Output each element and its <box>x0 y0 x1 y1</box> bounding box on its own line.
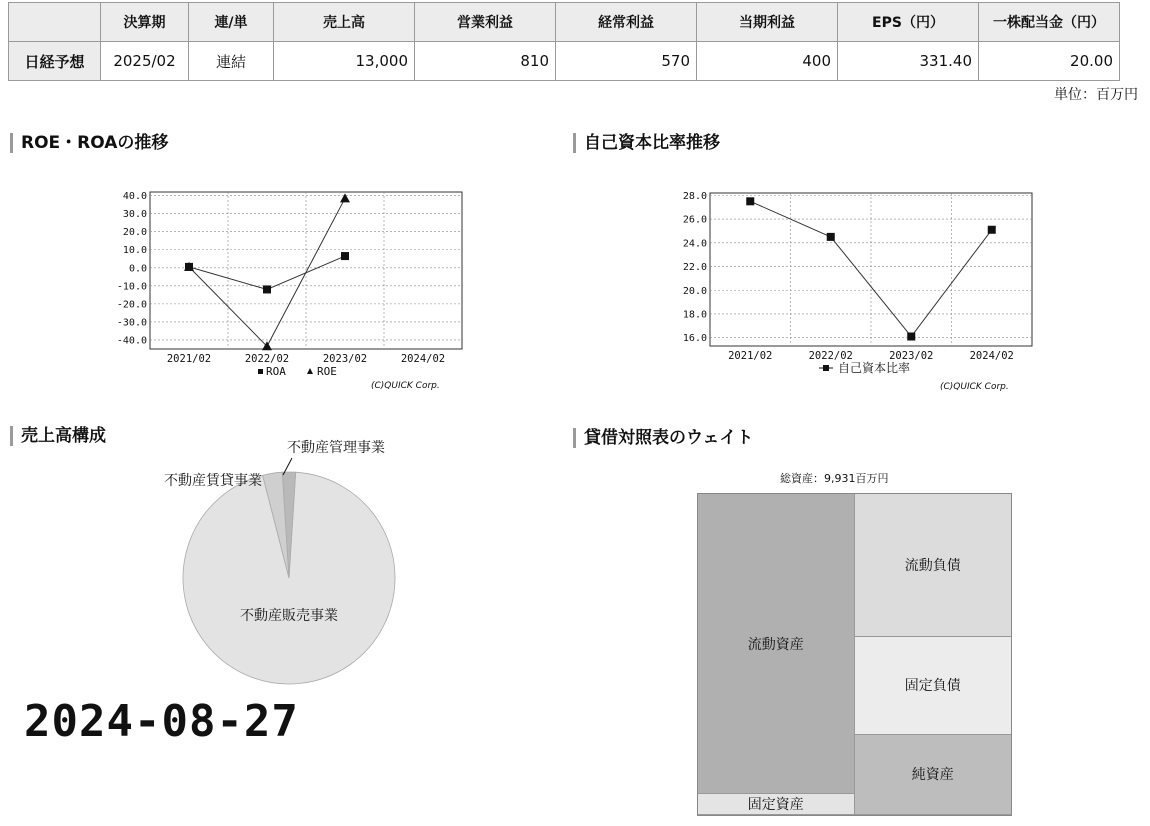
legend-label-ROA: ROA <box>266 365 286 378</box>
y-tick-label: 26.0 <box>682 214 707 226</box>
x-tick-label: 2021/02 <box>166 353 212 365</box>
slice-label: 不動産販売事業 <box>240 608 338 624</box>
x-tick-label: 2022/02 <box>244 353 290 365</box>
balance-sheet-chart <box>697 493 1012 816</box>
header-cell: EPS（円） <box>838 3 979 42</box>
y-tick-label: 22.0 <box>682 262 707 274</box>
unit-label: 単位：百万円 <box>1054 87 1138 103</box>
y-tick-label: 18.0 <box>682 309 707 321</box>
bs-label: 純資産 <box>911 767 954 784</box>
slice-label: 不動産管理事業 <box>287 440 385 456</box>
table-cell: 570 <box>556 42 697 81</box>
bs-label: 固定負債 <box>904 678 961 695</box>
table-row <box>9 42 1120 81</box>
header-cell: 営業利益 <box>415 3 556 42</box>
header-cell: 一株配当金（円） <box>979 3 1120 42</box>
table-cell: 331.40 <box>838 42 979 81</box>
bs-label: 流動資産 <box>747 636 804 653</box>
data-point-ROA <box>263 285 271 293</box>
data-point-自己資本比率 <box>907 333 915 341</box>
table-cell: 2025/02 <box>101 42 189 81</box>
bs-fixed-assets <box>698 794 855 815</box>
table-cell: 20.00 <box>979 42 1120 81</box>
x-tick-label: 2024/02 <box>400 353 446 365</box>
table-cell: 13,000 <box>274 42 415 81</box>
data-point-ROA <box>341 252 349 260</box>
date-stamp: 2024-08-27 <box>24 696 299 747</box>
header-cell: 当期利益 <box>697 3 838 42</box>
legend-marker-ROE <box>307 368 313 374</box>
y-tick-label: 24.0 <box>682 238 707 250</box>
credit-equity: (C)QUICK Corp. <box>940 382 1009 392</box>
slice-label: 不動産賃貸事業 <box>164 473 262 489</box>
data-point-自己資本比率 <box>988 226 996 234</box>
section-title-sales-composition: 売上高構成 <box>10 426 106 446</box>
total-assets-label: 総資産：9,931百万円 <box>780 472 889 485</box>
section-title-equity-ratio: 自己資本比率推移 <box>573 133 720 153</box>
header-cell: 売上高 <box>274 3 415 42</box>
x-tick-label: 2021/02 <box>728 350 773 362</box>
data-point-自己資本比率 <box>746 197 754 205</box>
legend-marker-equity <box>823 365 829 371</box>
roe-roa-chart <box>110 180 480 380</box>
bs-current-liabilities <box>855 494 1012 637</box>
y-tick-label: 30.0 <box>122 209 147 221</box>
y-tick-label: 28.0 <box>682 190 707 202</box>
table-cell: 400 <box>697 42 838 81</box>
sales-composition-pie <box>120 430 440 700</box>
x-tick-label: 2023/02 <box>889 350 934 362</box>
x-tick-label: 2023/02 <box>322 353 368 365</box>
header-cell <box>9 3 101 42</box>
y-tick-label: -40.0 <box>116 335 147 347</box>
data-point-自己資本比率 <box>827 233 835 241</box>
section-title-roe-roa: ROE・ROAの推移 <box>10 133 168 153</box>
legend-label-equity: 自己資本比率 <box>838 361 911 375</box>
y-tick-label: 0.0 <box>128 263 147 275</box>
x-tick-label: 2024/02 <box>969 350 1014 362</box>
forecast-table <box>8 2 1120 81</box>
forecast-header-row <box>9 3 1120 42</box>
row-label: 日経予想 <box>9 42 101 81</box>
table-cell: 810 <box>415 42 556 81</box>
bs-label: 固定資産 <box>747 797 804 814</box>
bs-fixed-liabilities <box>855 637 1012 735</box>
header-cell: 経常利益 <box>556 3 697 42</box>
x-tick-label: 2022/02 <box>808 350 853 362</box>
y-tick-label: 16.0 <box>682 333 707 345</box>
legend-marker-ROA <box>258 369 263 374</box>
table-cell: 連結 <box>189 42 274 81</box>
y-tick-label: -20.0 <box>116 299 147 311</box>
header-cell: 決算期 <box>101 3 189 42</box>
bs-net-assets <box>855 735 1012 815</box>
y-tick-label: 20.0 <box>122 227 147 239</box>
legend-label-ROE: ROE <box>317 365 337 378</box>
equity-ratio-chart <box>672 180 1052 380</box>
credit-roe: (C)QUICK Corp. <box>371 381 440 391</box>
y-tick-label: 20.0 <box>682 285 707 297</box>
y-tick-label: -10.0 <box>116 281 147 293</box>
y-tick-label: 40.0 <box>122 191 147 203</box>
y-tick-label: -30.0 <box>116 317 147 329</box>
bs-label: 流動負債 <box>904 557 961 574</box>
section-title-balance-sheet: 貸借対照表のウェイト <box>573 428 753 448</box>
y-tick-label: 10.0 <box>122 245 147 257</box>
bs-current-assets <box>698 494 855 794</box>
header-cell: 連/単 <box>189 3 274 42</box>
